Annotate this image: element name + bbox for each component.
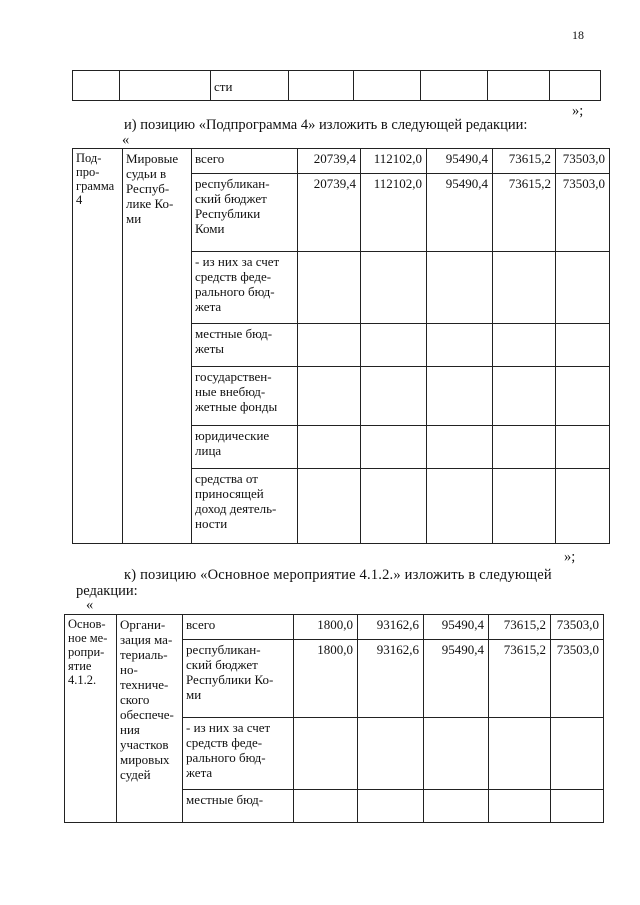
- amount-cell: 95490,4: [424, 640, 489, 718]
- amount-cell: [427, 367, 493, 426]
- amount-cell: 95490,4: [427, 149, 493, 174]
- amount-cell: 93162,6: [358, 640, 424, 718]
- program-code-line: Под-: [76, 151, 102, 165]
- funding-source-line: жеты: [195, 341, 224, 356]
- program-title-line: териаль-: [120, 647, 168, 662]
- amount-cell: [298, 367, 361, 426]
- amount-cell: [551, 790, 604, 823]
- top-table-cell: [73, 71, 120, 101]
- main-activity-4-1-2-table: [64, 614, 604, 823]
- funding-source-cell: [192, 149, 298, 174]
- funding-source-line: средства от: [195, 471, 258, 486]
- amount-cell: 112102,0: [361, 174, 427, 252]
- top-table-cell: [120, 71, 211, 101]
- funding-source-line: местные бюд-: [186, 792, 264, 807]
- amount-cell: [493, 469, 556, 544]
- program-code-line: ятие: [68, 659, 92, 673]
- amount-cell: 112102,0: [361, 149, 427, 174]
- section-k-intro-line1: к) позицию «Основное мероприятие 4.1.2.» изложить в следующей: [124, 567, 552, 583]
- amount-cell: [361, 367, 427, 426]
- funding-source-line: юридические: [195, 428, 270, 443]
- funding-source-line: всего: [195, 151, 225, 166]
- funding-source-line: рального бюд-: [186, 750, 266, 765]
- amount-cell: 73615,2: [493, 174, 556, 252]
- funding-source-line: ми: [186, 687, 202, 702]
- program-title-cell: [117, 615, 183, 823]
- program-code-line: ропри-: [68, 645, 105, 659]
- amount-cell: [551, 718, 604, 790]
- program-title-line: ми: [126, 211, 142, 226]
- page-number: 18: [572, 28, 584, 42]
- program-title-line: но-: [120, 662, 138, 677]
- top-table-cell: [421, 71, 488, 101]
- section-k-intro-line2: редакции:: [76, 583, 138, 599]
- amount-cell: [424, 790, 489, 823]
- amount-cell: [427, 426, 493, 469]
- program-title-line: техниче-: [120, 677, 169, 692]
- amount-cell: [493, 252, 556, 324]
- funding-source-line: жета: [186, 765, 213, 780]
- top-table-cell: [550, 71, 601, 101]
- amount-cell: [427, 469, 493, 544]
- amount-cell: 20739,4: [298, 174, 361, 252]
- funding-source-line: приносящей: [195, 486, 264, 501]
- amount-cell: [361, 426, 427, 469]
- funding-source-line: ные внебюд-: [195, 384, 266, 399]
- table-row: [65, 615, 604, 640]
- funding-source-line: ности: [195, 516, 228, 531]
- amount-cell: 95490,4: [424, 615, 489, 640]
- amount-cell: 73615,2: [489, 615, 551, 640]
- top-table-cell: [354, 71, 421, 101]
- funding-source-line: республикан-: [195, 176, 270, 191]
- top-table-cell: [289, 71, 354, 101]
- program-title-line: Органи-: [120, 617, 166, 632]
- amount-cell: 93162,6: [358, 615, 424, 640]
- amount-cell: [294, 718, 358, 790]
- program-title-cell: [123, 149, 192, 544]
- program-code-cell: [65, 615, 117, 823]
- end-quote: »;: [564, 549, 576, 565]
- funding-source-cell: [183, 790, 294, 823]
- amount-cell: [489, 718, 551, 790]
- top-table-cell: сти: [211, 71, 289, 101]
- funding-source-line: доход деятель-: [195, 501, 277, 516]
- amount-cell: 1800,0: [294, 615, 358, 640]
- amount-cell: [427, 252, 493, 324]
- amount-cell: [424, 718, 489, 790]
- section-i-intro: и) позицию «Подпрограмма 4» изложить в следующей редакции:: [124, 117, 528, 133]
- program-title-line: судей: [120, 767, 151, 782]
- funding-source-line: Республики Ко-: [186, 672, 274, 687]
- funding-source-line: государствен-: [195, 369, 272, 384]
- top-table-cell: [488, 71, 550, 101]
- table-row: [73, 149, 610, 174]
- amount-cell: [361, 252, 427, 324]
- program-code-line: про-: [76, 165, 100, 179]
- amount-cell: 73615,2: [489, 640, 551, 718]
- program-title-line: обеспече-: [120, 707, 174, 722]
- amount-cell: [298, 324, 361, 367]
- funding-source-cell: [192, 367, 298, 426]
- amount-cell: [361, 324, 427, 367]
- funding-source-line: Коми: [195, 221, 225, 236]
- program-code-line: 4: [76, 193, 83, 207]
- amount-cell: [358, 718, 424, 790]
- amount-cell: [298, 252, 361, 324]
- program-title-line: судьи в: [126, 166, 167, 181]
- open-quote: «: [86, 597, 94, 613]
- funding-source-cell: [192, 252, 298, 324]
- amount-cell: [556, 469, 610, 544]
- funding-source-cell: [192, 469, 298, 544]
- program-code-line: 4.1.2.: [68, 673, 97, 687]
- amount-cell: [556, 367, 610, 426]
- open-quote: «: [122, 132, 130, 148]
- program-code-cell: [73, 149, 123, 544]
- amount-cell: 73615,2: [493, 149, 556, 174]
- amount-cell: [294, 790, 358, 823]
- amount-cell: 73503,0: [551, 615, 604, 640]
- amount-cell: [427, 324, 493, 367]
- funding-source-line: всего: [186, 617, 216, 632]
- amount-cell: [358, 790, 424, 823]
- program-title-line: Мировые: [126, 151, 179, 166]
- funding-source-line: рального бюд-: [195, 284, 275, 299]
- funding-source-cell: [183, 640, 294, 718]
- program-title-line: Респуб-: [126, 181, 170, 196]
- funding-source-line: жетные фонды: [195, 399, 278, 414]
- amount-cell: [493, 367, 556, 426]
- amount-cell: 73503,0: [556, 174, 610, 252]
- program-code-line: грамма: [76, 179, 115, 193]
- funding-source-line: республикан-: [186, 642, 261, 657]
- program-code-line: ное ме-: [68, 631, 108, 645]
- program-title-line: зация ма-: [120, 632, 173, 647]
- funding-source-cell: [192, 324, 298, 367]
- funding-source-line: ский бюджет: [186, 657, 258, 672]
- funding-source-line: лица: [195, 443, 222, 458]
- amount-cell: 73503,0: [556, 149, 610, 174]
- end-quote: »;: [572, 103, 584, 119]
- funding-source-cell: [183, 615, 294, 640]
- funding-source-line: ский бюджет: [195, 191, 267, 206]
- program-title-line: лике Ко-: [126, 196, 174, 211]
- funding-source-line: - из них за счет: [195, 254, 280, 269]
- amount-cell: 20739,4: [298, 149, 361, 174]
- program-title-line: участков: [120, 737, 169, 752]
- amount-cell: [493, 426, 556, 469]
- amount-cell: 73503,0: [551, 640, 604, 718]
- amount-cell: [361, 469, 427, 544]
- funding-source-line: - из них за счет: [186, 720, 271, 735]
- funding-source-cell: [192, 426, 298, 469]
- subprogram-4-table: [72, 148, 610, 544]
- program-title-line: ского: [120, 692, 150, 707]
- program-title-line: мировых: [120, 752, 170, 767]
- amount-cell: [489, 790, 551, 823]
- amount-cell: [298, 469, 361, 544]
- funding-source-line: средств феде-: [186, 735, 263, 750]
- funding-source-line: жета: [195, 299, 222, 314]
- funding-source-line: средств феде-: [195, 269, 272, 284]
- amount-cell: [493, 324, 556, 367]
- program-title-line: ния: [120, 722, 140, 737]
- program-code-line: Основ-: [68, 617, 106, 631]
- amount-cell: [556, 252, 610, 324]
- top-table-fragment: [72, 70, 601, 101]
- funding-source-cell: [183, 718, 294, 790]
- funding-source-line: местные бюд-: [195, 326, 273, 341]
- funding-source-line: Республики: [195, 206, 261, 221]
- amount-cell: [298, 426, 361, 469]
- amount-cell: 95490,4: [427, 174, 493, 252]
- amount-cell: [556, 426, 610, 469]
- amount-cell: [556, 324, 610, 367]
- amount-cell: 1800,0: [294, 640, 358, 718]
- funding-source-cell: [192, 174, 298, 252]
